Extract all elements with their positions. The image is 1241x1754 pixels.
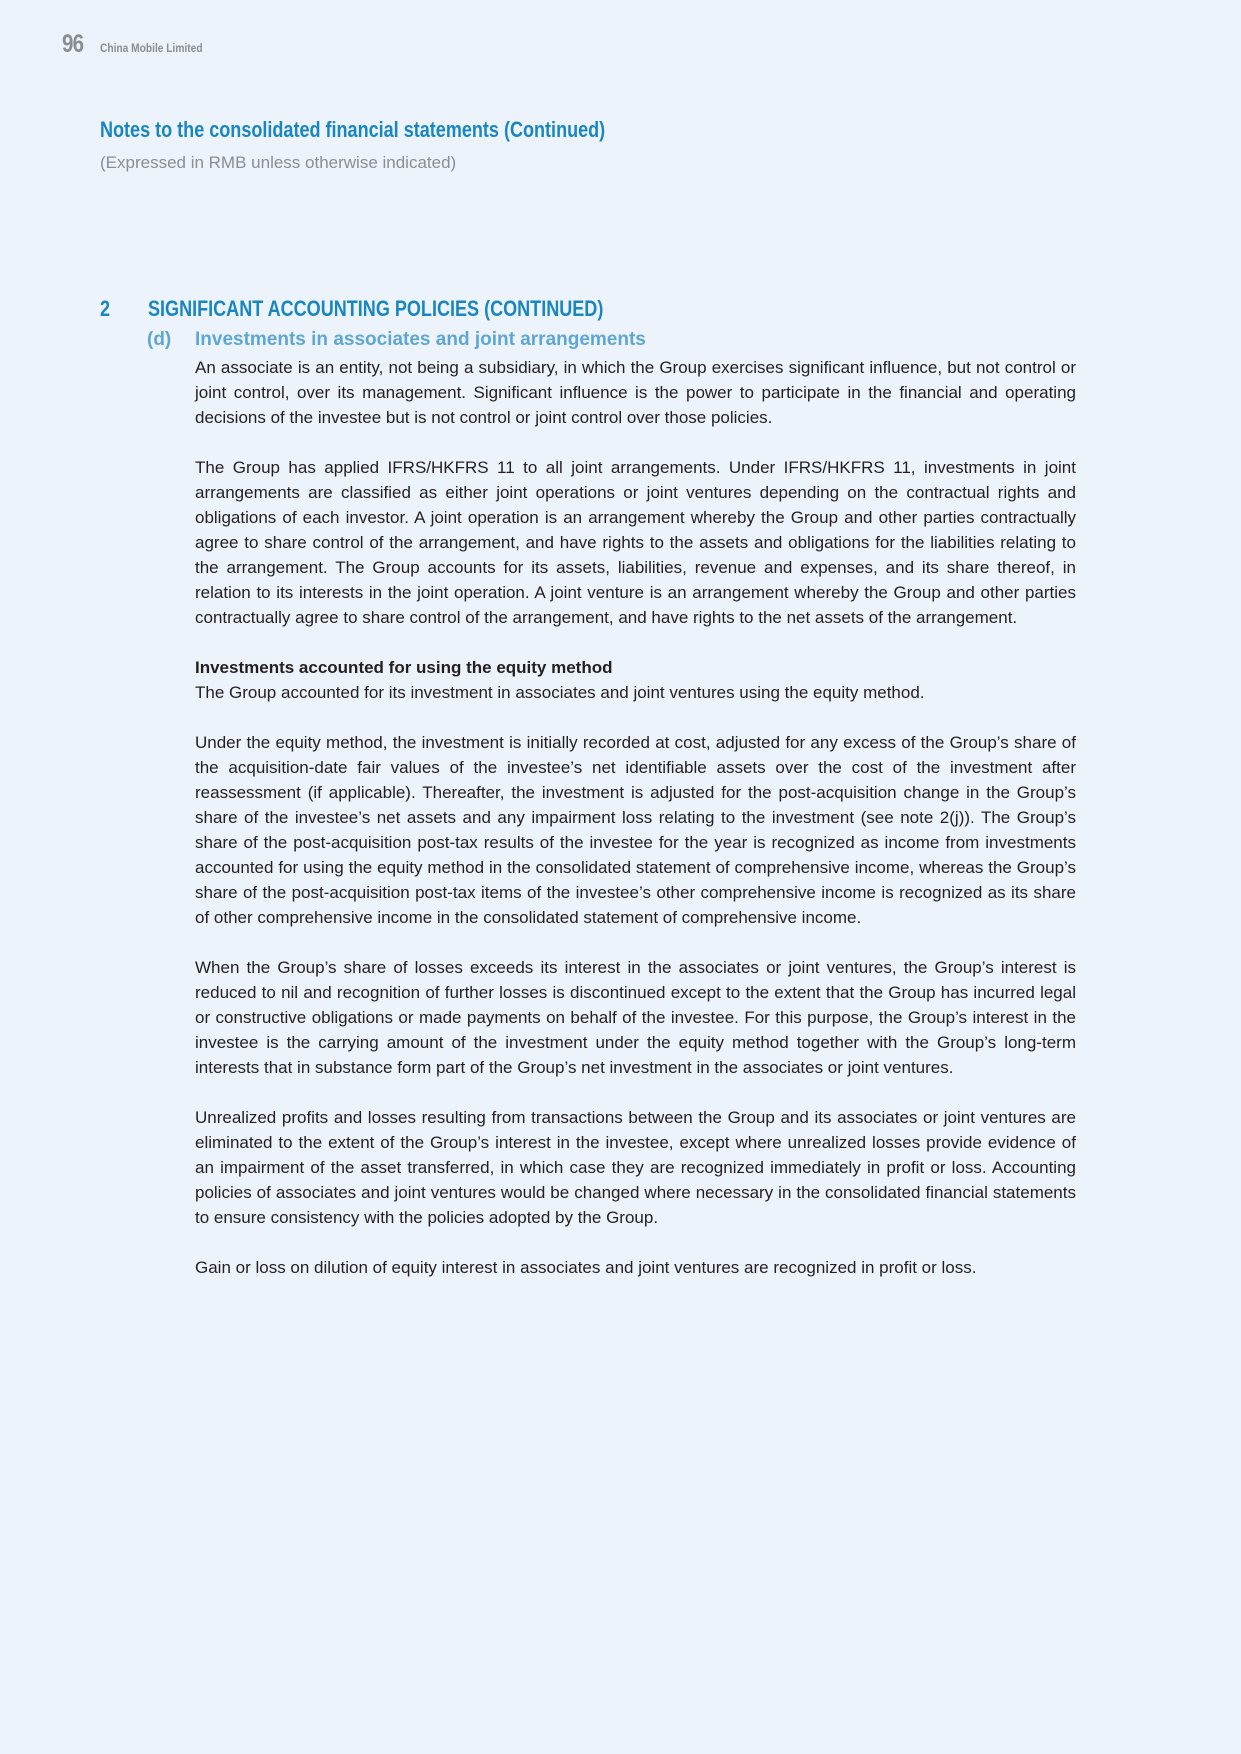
notes-title: Notes to the consolidated financial statements (Continued) <box>100 117 606 142</box>
paragraph-equity-method: Under the equity method, the investment is initially recorded at cost, adjusted for any excess of the Group’s share of the acquisition-date fair values of the investee’s net identifiable assets over the cost of the investment after reassessment (if applicable). Thereafter, the investment is adjusted for the post-acquisition change in the Group’s share of the investee’s net assets and any impairment loss relating to the investment (see note 2(j)). The Group’s share of the post-acquisition post-tax results of the investee for the year is recognized as income from investments accounted for using the equity method in the consolidated statement of comprehensive income, whereas the Group’s share of the post-acquisition post-tax items of the investee’s other comprehensive income is recognized as its share of other comprehensive income in the consolidated statement of comprehensive income. <box>195 733 1076 927</box>
subsection-label: (d) <box>147 329 172 350</box>
company-name: China Mobile Limited <box>100 41 203 55</box>
subsection-title: Investments in associates and joint arrangements <box>195 329 646 350</box>
paragraph-joint-arrangements: The Group has applied IFRS/HKFRS 11 to all joint arrangements. Under IFRS/HKFRS 11, investments in joint arrangements are classified as either joint operations or joint ventures depending on the contractual rights and obligations of each investor. A joint operation is an arrangement whereby the Group and other parties contractually agree to share control of the arrangement, and have rights to the assets and obligations for the liabilities relating to the arrangement. The Group accounts for its assets, liabilities, revenue and expenses, and its share thereof, in relation to its interests in the joint operation. A joint venture is an arrangement whereby the Group and other parties contractually agree to share control of the arrangement, and have rights to the net assets of the arrangement. <box>195 458 1076 627</box>
page-number: 96 <box>62 30 84 58</box>
paragraph-share-of-losses: When the Group’s share of losses exceeds its interest in the associates or joint ventures, the Group’s interest is reduced to nil and recognition of further losses is discontinued except to the extent that the Group has incurred legal or constructive obligations or made payments on behalf of the investee. For this purpose, the Group’s interest in the investee is the carrying amount of the investment under the equity method together with the Group’s long-term interests that in substance form part of the Group’s net investment in the associates or joint ventures. <box>195 958 1076 1077</box>
paragraph-dilution: Gain or loss on dilution of equity interest in associates and joint ventures are recognized in profit or loss. <box>195 1258 977 1277</box>
section-title: SIGNIFICANT ACCOUNTING POLICIES (CONTINUED) <box>148 296 604 321</box>
section-number: 2 <box>100 296 111 321</box>
paragraph-associate-definition: An associate is an entity, not being a subsidiary, in which the Group exercises significant influence, but not control or joint control, over its management. Significant influence is the power to participate in the financial and operating decisions of the investee but is not control or joint control over those policies. <box>195 358 1076 427</box>
notes-subtitle: (Expressed in RMB unless otherwise indicated) <box>100 153 457 172</box>
equity-method-heading: Investments accounted for using the equity method <box>195 658 613 677</box>
body-text <box>195 355 1076 1305</box>
paragraph-equity-intro: The Group accounted for its investment in associates and joint ventures using the equity method. <box>195 683 925 702</box>
paragraph-unrealized-profits: Unrealized profits and losses resulting from transactions between the Group and its associates or joint ventures are eliminated to the extent of the Group’s interest in the investee, except where unrealized losses provide evidence of an impairment of the asset transferred, in which case they are recognized immediately in profit or loss. Accounting policies of associates and joint ventures would be changed where necessary in the consolidated financial statements to ensure consistency with the policies adopted by the Group. <box>195 1108 1076 1227</box>
